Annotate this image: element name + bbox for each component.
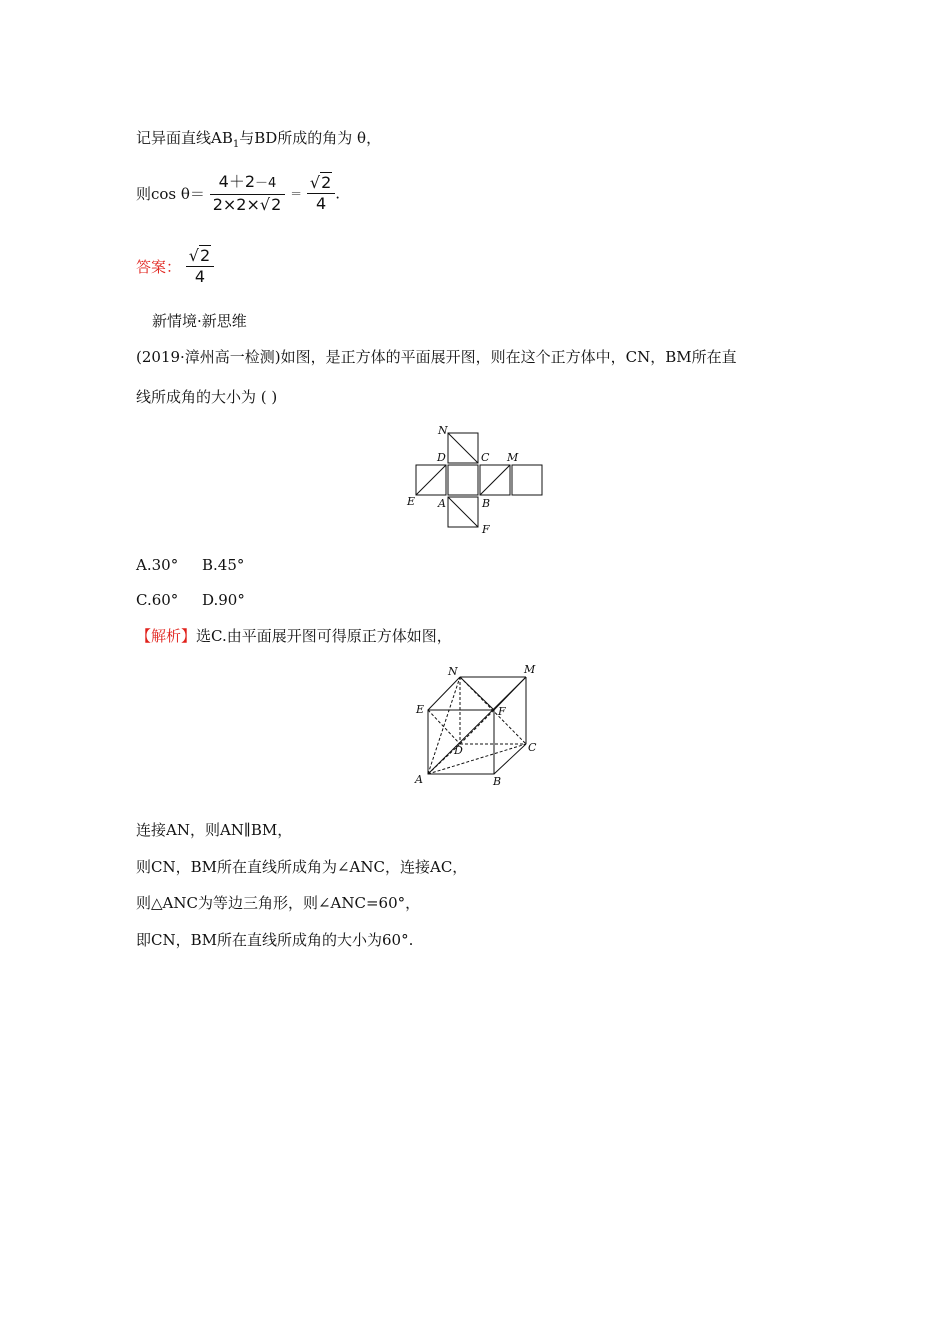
label-B: B — [482, 497, 491, 510]
fraction-cos — [210, 172, 286, 215]
fraction-denominator: 4 — [186, 266, 214, 287]
fraction-result — [307, 173, 335, 214]
label-A: A — [438, 497, 446, 510]
label-E: E — [407, 495, 416, 508]
fraction-denominator: 2×2×√2 — [210, 194, 286, 215]
section-heading: 新情境·新思维 — [152, 312, 247, 330]
problem-text-line1: (2019·漳州高一检测)如图，是正方体的平面展开图，则在这个正方体中，CN，BM所在直 — [136, 348, 737, 366]
cube-3d-diagram — [408, 660, 558, 790]
step-2: 则CN，BM所在直线所成角为∠ANC，连接AC， — [136, 858, 468, 876]
text-fragment: 与BD所成的角为 θ， — [239, 129, 382, 147]
option-D: D.90° — [202, 591, 245, 609]
label-C: C — [528, 741, 537, 754]
radicand: 2 — [200, 246, 211, 265]
fraction-denominator: 4 — [307, 193, 335, 214]
label-D: D — [454, 744, 463, 757]
answer-fraction — [186, 246, 214, 287]
text-fragment: 记异面直线AB — [136, 129, 233, 147]
analysis-text: 选C.由平面展开图可得原正方体如图， — [196, 627, 452, 645]
cube-net-diagram — [400, 425, 560, 535]
fraction-numerator — [210, 172, 286, 194]
numerator-b: －4 — [255, 176, 277, 191]
radicand: 2 — [321, 173, 332, 192]
subscript: 1 — [232, 139, 240, 150]
step-1: 连接AN，则AN∥BM， — [136, 821, 293, 839]
analysis-line — [136, 626, 452, 646]
fraction-numerator: √2 — [188, 246, 211, 265]
label-F: F — [482, 523, 490, 535]
option-B: B.45° — [202, 556, 245, 574]
label-F: F — [498, 705, 506, 718]
answer-line — [136, 246, 214, 287]
label-A: A — [415, 773, 423, 786]
label-D: D — [437, 451, 446, 464]
radicand: 2 — [271, 195, 282, 214]
cos-formula — [136, 172, 340, 215]
label-N: N — [448, 665, 458, 678]
option-C: C.60° — [136, 591, 179, 609]
label-M: M — [507, 451, 519, 464]
analysis-label: 【解析】 — [136, 627, 197, 645]
label-N: N — [438, 425, 448, 437]
text-line-angle — [136, 128, 381, 155]
period: . — [335, 184, 341, 203]
step-3: 则△ANC为等边三角形，则∠ANC=60°， — [136, 894, 421, 912]
answer-label: 答案： — [136, 258, 182, 276]
problem-text-line2: 线所成角的大小为 ( ) — [136, 388, 278, 406]
fraction-numerator: √2 — [309, 173, 332, 192]
label-E: E — [416, 703, 425, 716]
denominator-a: 2×2× — [212, 195, 260, 214]
numerator-a: 4＋2 — [218, 172, 256, 191]
equals-sign: ＝ — [290, 187, 303, 201]
text-fragment: 则cos θ＝ — [136, 185, 205, 203]
option-A: A.30° — [136, 556, 179, 574]
label-C: C — [481, 451, 490, 464]
step-4: 即CN，BM所在直线所成角的大小为60°. — [136, 931, 414, 949]
label-M: M — [524, 663, 536, 676]
label-B: B — [493, 775, 502, 788]
